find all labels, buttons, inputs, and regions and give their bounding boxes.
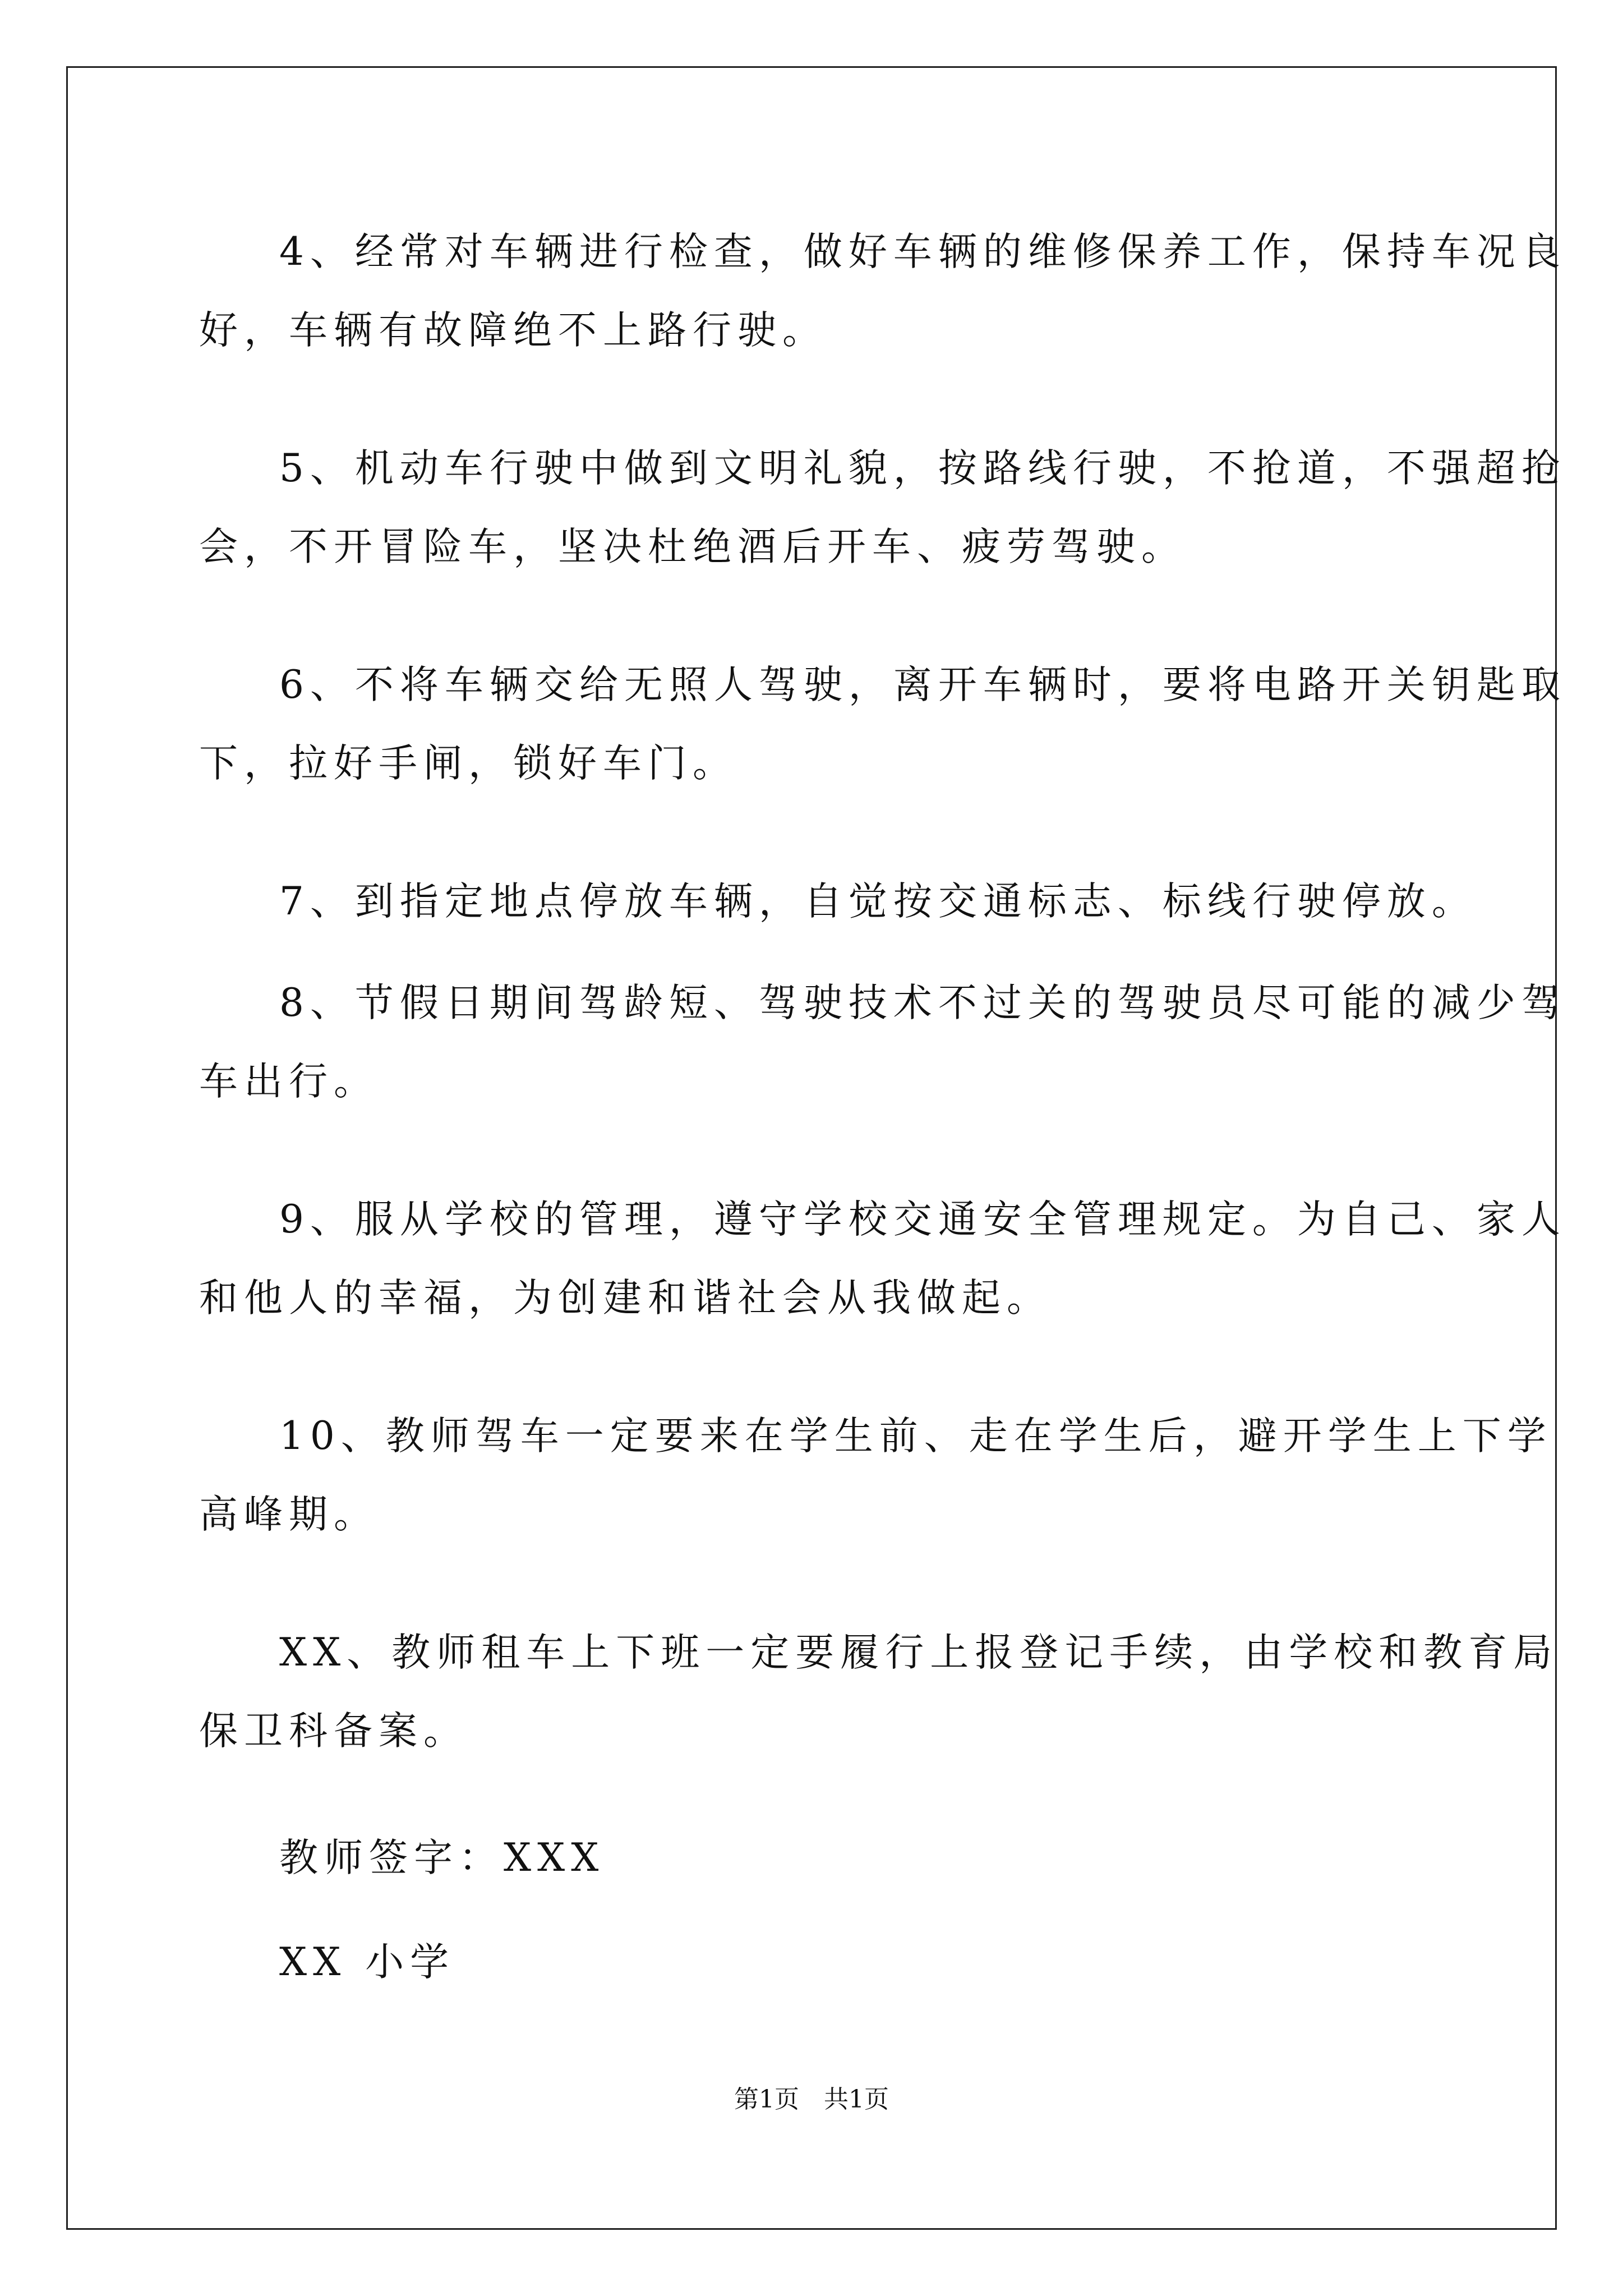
paragraph-6-line-2: 下，拉好手闸，锁好车门。	[199, 741, 737, 786]
page-border	[66, 66, 1557, 2230]
paragraph-4-line-1: 4、经常对车辆进行检查，做好车辆的维修保养工作，保持车况良	[279, 229, 1566, 274]
paragraph-11-line-2: 保卫科备案。	[199, 1709, 468, 1754]
school-name: XX 小学	[279, 1940, 455, 1985]
paragraph-10-line-1: 10、教师驾车一定要来在学生前、走在学生后，避开学生上下学	[279, 1414, 1552, 1458]
paragraph-10-line-2: 高峰期。	[199, 1492, 379, 1537]
paragraph-11-line-1: XX、教师租车上下班一定要履行上报登记手续，由学校和教育局	[279, 1630, 1559, 1675]
paragraph-7-line-1: 7、到指定地点停放车辆，自觉按交通标志、标线行驶停放。	[279, 879, 1477, 924]
paragraph-5-line-2: 会，不开冒险车，坚决杜绝酒后开车、疲劳驾驶。	[199, 524, 1186, 569]
paragraph-9-line-2: 和他人的幸福，为创建和谐社会从我做起。	[199, 1276, 1052, 1320]
paragraph-9-line-1: 9、服从学校的管理，遵守学校交通安全管理规定。为自己、家人	[279, 1197, 1566, 1242]
paragraph-8-line-1: 8、节假日期间驾龄短、驾驶技术不过关的驾驶员尽可能的减少驾	[279, 981, 1566, 1025]
paragraph-6-line-1: 6、不将车辆交给无照人驾驶，离开车辆时，要将电路开关钥匙取	[279, 662, 1566, 707]
page-number-footer: 第1页 共1页	[734, 2085, 889, 2114]
teacher-signature: 教师签字：XXX	[279, 1835, 605, 1880]
paragraph-8-line-2: 车出行。	[199, 1059, 379, 1104]
paragraph-4-line-2: 好，车辆有故障绝不上路行驶。	[199, 308, 827, 353]
paragraph-5-line-1: 5、机动车行驶中做到文明礼貌，按路线行驶，不抢道，不强超抢	[279, 446, 1566, 491]
